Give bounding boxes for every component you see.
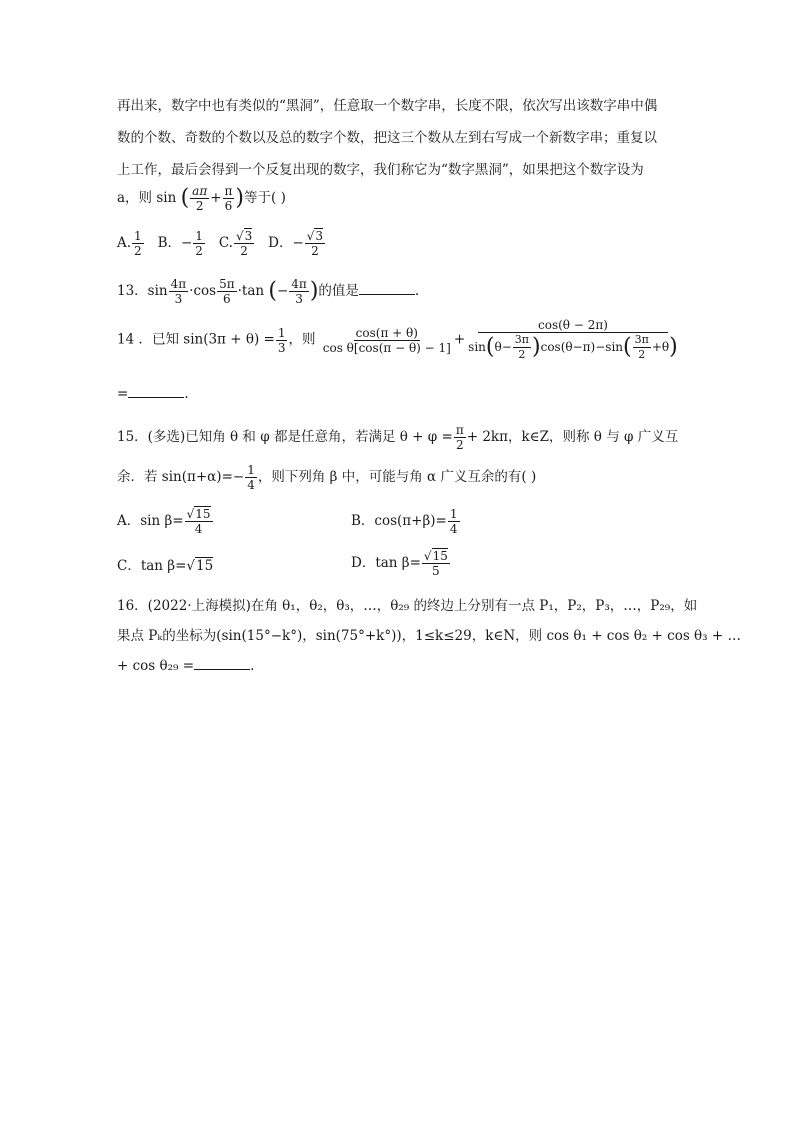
frac-4piover3-neg: $\frac{4\pi}{3}$ bbox=[291, 277, 307, 306]
q13-mid2: ·tan bbox=[237, 283, 265, 299]
q15-line-2 bbox=[117, 462, 536, 492]
q15-line-1-tail: + 2kπ，k∈Z，则称 θ 与 φ 广义互 bbox=[466, 429, 679, 445]
frac-sqrt3over2-d: $\frac{√3}{2}$ bbox=[306, 229, 324, 258]
frac-sqrt15over4: $\frac{√15}{4}$ bbox=[186, 507, 211, 536]
q15-option-b bbox=[351, 506, 461, 536]
frac-sqrt3over2-c: $\frac{√3}{2}$ bbox=[235, 229, 253, 258]
q15-option-a-label: A．sin β= bbox=[117, 513, 184, 529]
q14-eq: = bbox=[117, 386, 129, 402]
q15-option-a bbox=[117, 506, 214, 536]
q15-line-2-pre: 余．若 sin(π+α)=− bbox=[117, 469, 245, 485]
frac-1over4: $\frac{1}{4}$ bbox=[247, 463, 255, 492]
q12-options bbox=[117, 228, 326, 258]
q12-option-c: C. bbox=[218, 235, 233, 251]
q13-label: 13．sin bbox=[117, 283, 168, 299]
intro-line-4: a，则 sin ( $\frac{a\pi}{2}$ + $\frac{\pi}{6}$ )等于( ) bbox=[117, 184, 286, 213]
intro-line-4-post: 等于( ) bbox=[244, 190, 286, 206]
q13-answer-blank[interactable] bbox=[359, 282, 415, 295]
q13-mid1: ·cos bbox=[189, 283, 217, 299]
q13: 13．sin $\frac{4\pi}{3}$ ·cos $\frac{5\pi}{6}$ ·tan (− $\frac{4\pi}{3}$ )的值是 . bbox=[117, 277, 420, 306]
q12-option-d: D．− bbox=[268, 235, 304, 251]
frac-piover2: $\frac{\pi}{2}$ bbox=[455, 423, 464, 452]
q15-line-1-text: 15．(多选)已知角 θ 和 φ 都是任意角，若满足 θ + φ = bbox=[117, 429, 453, 445]
q13-tail: 的值是 bbox=[318, 283, 359, 299]
q12-option-a: A. bbox=[117, 235, 132, 251]
q15-option-d-label: D．tan β= bbox=[351, 555, 421, 571]
q14-label: 14 ．已知 sin(3π + θ) = bbox=[117, 331, 275, 348]
frac-1over3: $\frac{1}{3}$ bbox=[277, 325, 286, 355]
q15-option-c: C．tan β=√15 bbox=[117, 558, 214, 574]
frac-apiover2: $\frac{a\pi}{2}$ bbox=[192, 184, 208, 213]
intro-line-1: 再出来，数字中也有类似的“黑洞”，任意取一个数字串，长度不限，依次写出该数字串中偶 bbox=[117, 98, 658, 114]
paren-left: ( bbox=[180, 185, 190, 211]
q16-line-1: 16．(2022·上海模拟)在角 θ₁，θ₂，θ₃，…，θ₂₉ 的终边上分别有一点 P₁，P₂，P₃，…，P₂₉，如 bbox=[117, 598, 698, 614]
frac-4piover3: $\frac{4\pi}{3}$ bbox=[170, 277, 187, 306]
frac-sqrt15over5: $\frac{√15}{5}$ bbox=[423, 549, 448, 578]
q14: 14 ．已知 sin(3π + θ) = $\frac{1}{3}$ ，则 $\frac{\cos(\pi + \theta)}{\text{cos θ[cos(π − θ) − 1]}}$ + cos(θ − 2π) sin(θ− $\frac{3\pi}{2}$ )cos(θ−π)−sin( $\frac{3\pi}{2}$ +θ) bbox=[117, 318, 678, 361]
frac-piover6: $\frac{\pi}{6}$ bbox=[224, 184, 233, 213]
q15-option-c-label: C．tan β= bbox=[117, 558, 187, 574]
frac-1over4-b: $\frac{1}{4}$ bbox=[449, 507, 458, 536]
frac-5piover6: $\frac{5\pi}{6}$ bbox=[219, 277, 235, 306]
q15-option-b-label: B．cos(π+β)= bbox=[351, 513, 447, 529]
frac-1over2-a: $\frac{1}{2}$ bbox=[134, 229, 142, 258]
q14-frac-1: $\frac{\cos(\pi + \theta)}{\text{cos θ[cos(π − θ) − 1]}}$ bbox=[322, 325, 451, 355]
q16-line-2: 果点 Pₖ的坐标为(sin(15°−k°)，sin(75°+k°))，1≤k≤29，k∈N，则 cos θ₁ + cos θ₂ + cos θ₃ + … bbox=[117, 628, 741, 644]
frac-1over2-b: $\frac{1}{2}$ bbox=[195, 229, 203, 258]
paren-right: ) bbox=[235, 185, 245, 211]
q15-option-d bbox=[351, 548, 451, 578]
intro-line-4-pre: a，则 sin bbox=[117, 190, 177, 206]
intro-line-2: 数的个数、奇数的个数以及总的数字个数，把这三个数从左到右写成一个新数字串；重复以 bbox=[117, 130, 657, 146]
q14-answer-blank[interactable] bbox=[128, 385, 184, 398]
q14-tail: ，则 bbox=[288, 331, 316, 348]
paren-right: ) bbox=[309, 278, 319, 304]
q12-option-b: B．− bbox=[157, 235, 193, 251]
q15-line-1 bbox=[117, 420, 678, 454]
q15-line-2-post: ，则下列角 β 中，可能与角 α 广义互余的有( ) bbox=[257, 469, 537, 485]
q16-line-3: + cos θ₂₉ = . bbox=[117, 658, 255, 674]
q14-frac-2: cos(θ − 2π) sin(θ− $\frac{3\pi}{2}$ )cos(θ−π)−sin( $\frac{3\pi}{2}$ +θ) bbox=[468, 318, 678, 361]
q16-line-3-text: + cos θ₂₉ = bbox=[117, 658, 195, 674]
paren-left: ( bbox=[268, 278, 277, 304]
q16-answer-blank[interactable] bbox=[194, 657, 250, 670]
q14-answer: = . bbox=[117, 386, 189, 402]
intro-line-3: 上工作，最后会得到一个反复出现的数字，我们称它为“数字黑洞”，如果把这个数字设为 bbox=[117, 162, 644, 178]
